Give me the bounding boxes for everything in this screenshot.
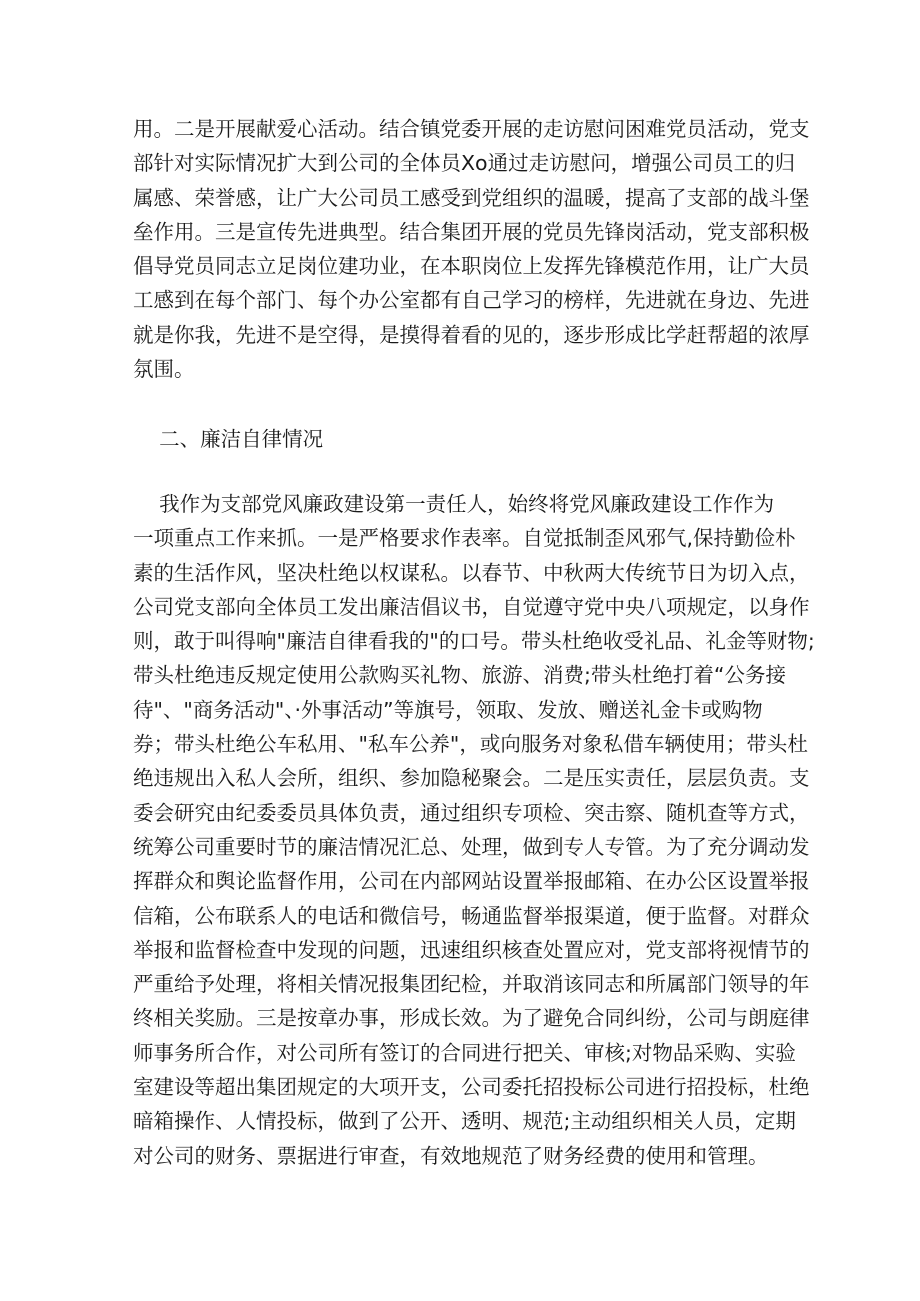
paragraph-line: 终相关奖励。三是按章办事，形成长效。为了避免合同纠纷，公司与朗庭律 bbox=[133, 1006, 810, 1031]
paragraph-line: 氛围。 bbox=[133, 357, 195, 382]
paragraph-line: 暗箱操作、人情投标，做到了公开、透明、规范;主动组织相关人员，定期 bbox=[133, 1109, 796, 1134]
paragraph-integrity-self-discipline bbox=[133, 487, 815, 1173]
paragraph-line: 委会研究由纪委委员具体负责，通过组织专项检、突击察、随机查等方式， bbox=[133, 800, 810, 825]
paragraph-line: 信箱，公布联系人的电话和微信号，畅通监督举报渠道，便于监督。对群众 bbox=[133, 903, 810, 928]
paragraph-line: 室建设等超出集团规定的大项开支，公司委托招投标公司进行招投标，杜绝 bbox=[133, 1075, 810, 1100]
paragraph-volunteer-activities bbox=[133, 112, 810, 386]
paragraph-line: 素的生活作风，坚决杜绝以权谋私。以春节、中秋两大传统节日为切入点， bbox=[133, 560, 810, 585]
paragraph-line: 绝违规出入私人会所，组织、参加隐秘聚会。二是压实责任，层层负责。支 bbox=[133, 766, 810, 791]
paragraph-line: 用。二是开展献爱心活动。结合镇党委开展的走访慰问困难党员活动，党支 bbox=[133, 117, 810, 141]
paragraph-line: 工感到在每个部门、每个办公室都有自己学习的榜样，先进就在身边、先进 bbox=[133, 288, 810, 313]
paragraph-line: 券；带头杜绝公车私用、"私车公养"，或向服务对象私借车辆使用；带头杜 bbox=[133, 732, 808, 757]
paragraph-line: 则，敢于叫得响"廉洁自律看我的"的口号。带头杜绝收受礼品、礼金等财物; bbox=[133, 629, 815, 654]
paragraph-line: 统筹公司重要时节的廉洁情况汇总、处理，做到专人专管。为了充分调动发 bbox=[133, 834, 810, 859]
paragraph-line: 倡导党员同志立足岗位建功业，在本职岗位上发挥先锋模范作用，让广大员 bbox=[133, 254, 810, 279]
section-heading bbox=[133, 422, 793, 456]
paragraph-line: 严重给予处理，将相关情况报集团纪检，并取消该同志和所属部门领导的年 bbox=[133, 972, 810, 997]
paragraph-line: 公司党支部向全体员工发出廉洁倡议书，自觉遵守党中央八项规定，以身作 bbox=[133, 594, 810, 619]
section-heading-text: 二、廉洁自律情况 bbox=[133, 427, 324, 451]
paragraph-line: 师事务所合作，对公司所有签订的合同进行把关、审核;对物品采购、实验 bbox=[133, 1040, 796, 1065]
paragraph-line: 对公司的财务、票据进行审查，有效地规范了财务经费的使用和管理。 bbox=[133, 1143, 769, 1168]
paragraph-line: 垒作用。三是宣传先进典型。结合集团开展的党员先锋岗活动，党支部积极 bbox=[133, 219, 810, 244]
paragraph-line: 待"、"商务活动"、·外事活动”等旗号，领取、发放、赠送礼金卡或购物 bbox=[133, 697, 763, 722]
paragraph-line: 举报和监督检查中发现的问题，迅速组织核查处置应对，党支部将视情节的 bbox=[133, 937, 810, 962]
paragraph-line: 部针对实际情况扩大到公司的全体员Xo通过走访慰问，增强公司员工的归 bbox=[133, 151, 796, 176]
paragraph-line: 属感、荣誉感，让广大公司员工感受到党组织的温暖，提高了支部的战斗堡 bbox=[133, 185, 810, 210]
paragraph-line: 就是你我，先进不是空得，是摸得着看的见的，逐步形成比学赶帮超的浓厚 bbox=[133, 322, 810, 347]
paragraph-line: 我作为支部党风廉政建设第一责任人，始终将党风廉政建设工作作为 bbox=[133, 492, 775, 516]
paragraph-line: 一项重点工作来抓。一是严格要求作表率。自觉抵制歪风邪气,保持勤俭朴 bbox=[133, 526, 796, 551]
paragraph-line: 带头杜绝违反规定使用公款购买礼物、旅游、消费;带头杜绝打着“公务接 bbox=[133, 663, 787, 688]
paragraph-line: 挥群众和舆论监督作用，公司在内部网站设置举报邮箱、在办公区设置举报 bbox=[133, 869, 810, 894]
